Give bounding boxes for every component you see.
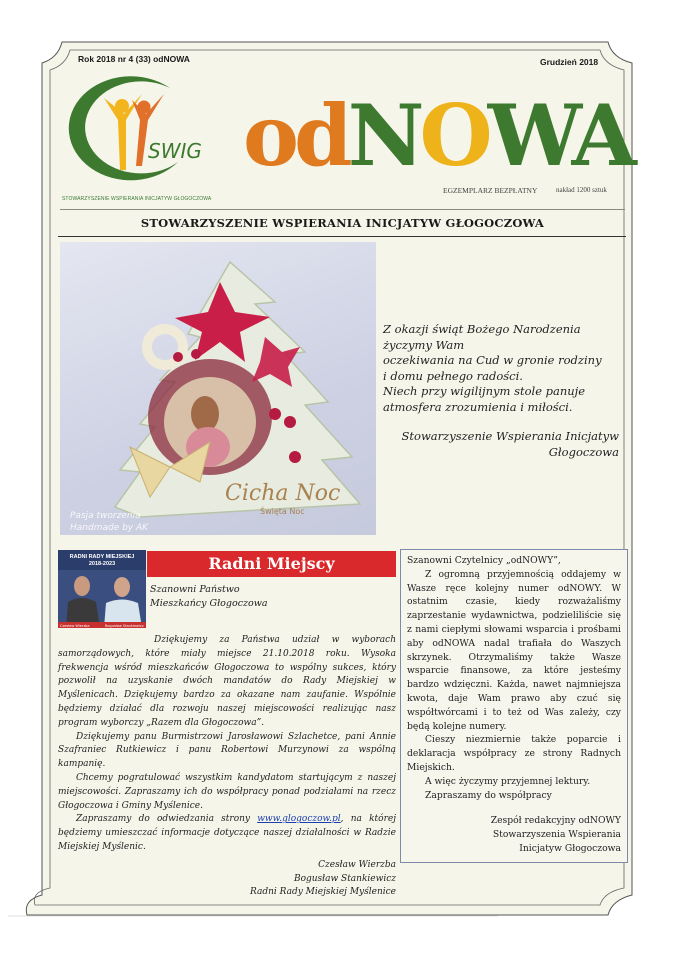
council-paragraph-3: Chcemy pogratulować wszystkim kandydatom startującym z naszej miejscowości. Zapraszamy ich do współpracy ponad podziałami na rzecz Głogoczowa i Gminy Myślenice. xyxy=(58,772,396,811)
watermark-line1: Pasja tworzenia xyxy=(70,511,141,521)
council-signature-2: Bogusław Stankiewicz xyxy=(293,873,396,884)
card-subtext: Święta Noc xyxy=(260,507,305,516)
logo-caption: STOWARZYSZENIE WSPIERANIA INICJATYW GŁOGOCZOWA xyxy=(62,196,212,202)
masthead-o: O xyxy=(419,86,488,185)
portrait-face-left xyxy=(74,576,90,596)
section-title: STOWARZYSZENIE WSPIERANIA INICJATYW GŁOGOCZOWA xyxy=(140,216,545,230)
masthead-n: N xyxy=(347,86,420,185)
editorial-signature-1: Zespół redakcyjny odNOWY xyxy=(490,815,621,827)
christmas-greeting xyxy=(383,322,623,460)
para4-text-after: , na której będziemy umieszczać informacje dotyczące naszej działalności w Radzie Miejskiej Myślenic. xyxy=(58,814,396,852)
masthead-title xyxy=(243,86,632,185)
editorial-text xyxy=(401,550,627,860)
berry xyxy=(269,408,281,420)
header-rule-bottom xyxy=(58,236,626,237)
editorial-signature-3: Inicjatyw Głogoczowa xyxy=(519,842,621,854)
greeting-line: Niech przy wigilijnym stole panuje xyxy=(383,384,586,398)
salutation-line-2: Mieszkańcy Głogoczowa xyxy=(150,597,268,609)
header-rule-top xyxy=(60,209,625,210)
card-text: Cicha Noc xyxy=(225,481,341,506)
greeting-line: atmosfera zrozumienia i miłości. xyxy=(383,399,573,414)
editorial-paragraph-1: Z ogromną przyjemnością oddajemy w Wasze ręce kolejny numer odNOWY. W ostatnim czasie, kiedy rozważaliśmy zaprzestanie wydawnictwa, podzieliliście się z nami ciepłymi słowami wsparcia i prośbami aby odNOWA nadal trafiała do Waszych skrzynek. Otrzymaliśmy także Wasze wsparcie finansowe, za które jesteśmy bardzo wdzięczni. Każda, nawet najmniejsza kwota, daje Wam prawo aby czuć się współtwórcami i to też od Was zależy, czy będą kolejne numery. xyxy=(407,568,621,732)
editorial-paragraph-3: A więc życzymy przyjemnej lektury. xyxy=(425,775,591,787)
para4-text-before: Zapraszamy do odwiedzania strony xyxy=(76,814,258,825)
council-paragraph-4 xyxy=(58,813,396,854)
photo-caption-left: Czesław Wierzba xyxy=(60,624,90,628)
christmas-tree-illustration xyxy=(60,242,376,535)
swig-logo xyxy=(60,70,220,190)
greeting-line: Z okazji świąt Bożego Narodzenia xyxy=(383,322,581,336)
greeting-signature-2: Głogoczowa xyxy=(548,444,619,459)
website-link[interactable]: www.glogoczow.pl xyxy=(257,814,341,825)
portrait-face-right xyxy=(114,577,130,597)
council-signature-3: Radni Rady Miejskiej Myślenice xyxy=(249,887,396,898)
circulation-label: nakład 1200 sztuk xyxy=(556,186,607,194)
issue-line: Rok 2018 nr 4 (33) odNOWA xyxy=(78,54,190,64)
council-members-photo xyxy=(58,550,146,628)
council-paragraph-1: Dziękujemy za Państwa udział w wyborach samorządowych, które miały miejsce 21.10.2018 roku. Wysoka frekwencja wśród mieszkańców Głogoczowa to wspólny sukces, który pozwolił na uzyskanie dwóch mandatów do Rady Miejskiej w Myślenicach. Dziękujemy bardzo za okazane nam zaufanie. Wspólnie będziemy działać dla rozwoju naszej miejscowości realizując nasz program wyborczy „Razem dla Głogoczowa”. xyxy=(58,635,396,728)
berry xyxy=(173,352,183,362)
editorial-salutation: Szanowni Czytelnicy „odNOWY”, xyxy=(407,555,561,566)
christmas-card-photo xyxy=(60,242,376,535)
greeting-signature-1: Stowarzyszenie Wspierania Inicjatyw xyxy=(401,429,619,443)
council-paragraph-2: Dziękujemy panu Burmistrzowi Jarosławowi Szlachetce, pani Annie Szafraniec Rutkiewicz i panu Robertowi Murzynowi za wspólną kampanię. xyxy=(58,731,396,770)
logo-text: SWIG xyxy=(148,139,202,163)
council-salutation xyxy=(150,583,390,611)
editorial-paragraph-2: Cieszy niezmiernie także poparcie i deklaracja współpracy ze strony Radnych Miejskich. xyxy=(407,734,621,773)
editorial-paragraph-4: Zapraszamy do współpracy xyxy=(425,789,552,801)
editorial-box xyxy=(400,549,628,863)
masthead-od: od xyxy=(243,86,348,185)
photo-heading-2: 2018-2023 xyxy=(88,561,116,567)
salutation-line-1: Szanowni Państwo xyxy=(150,584,240,595)
berry xyxy=(289,451,301,463)
council-signature-1: Czesław Wierzba xyxy=(318,859,396,870)
photo-heading-1: RADNI RADY MIEJSKIEJ xyxy=(69,554,135,560)
greeting-line: i domu pełnego radości. xyxy=(383,368,523,383)
photo-caption-right: Bogusław Stankiewicz xyxy=(105,624,144,628)
council-portraits xyxy=(58,570,146,628)
masthead-wa: WA xyxy=(487,86,632,185)
berry xyxy=(284,416,296,428)
council-title-banner: Radni Miejscy xyxy=(147,551,396,577)
berry xyxy=(191,349,201,359)
greeting-line: oczekiwania na Cud w gronie rodziny xyxy=(383,353,602,367)
editorial-signature-2: Stowarzyszenia Wspierania xyxy=(492,829,621,841)
greeting-line: życzymy Wam xyxy=(383,337,465,352)
watermark-line2: Handmade by AK xyxy=(70,523,149,533)
free-copy-label: EGZEMPLARZ BEZPŁATNY xyxy=(443,186,538,195)
date-line: Grudzień 2018 xyxy=(540,57,599,67)
council-letter xyxy=(58,634,396,900)
madonna-hair xyxy=(191,396,219,432)
